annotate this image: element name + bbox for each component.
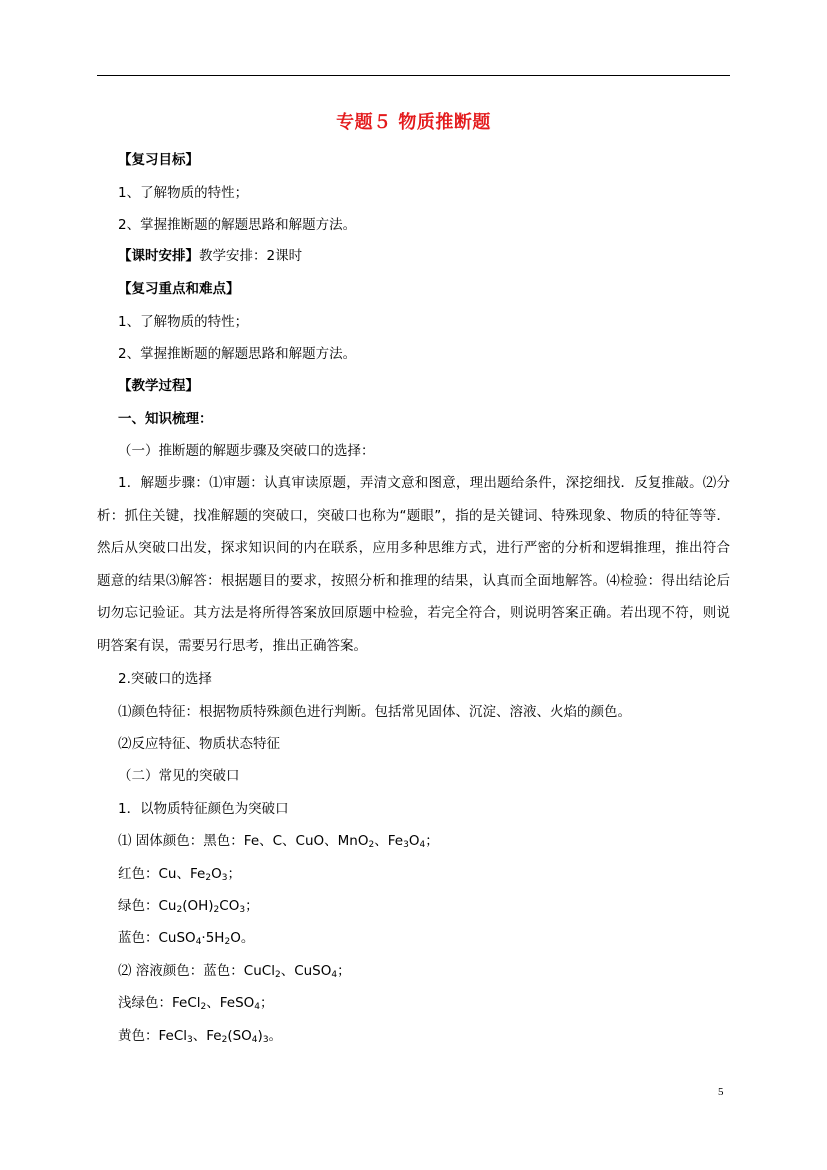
solid-colors-line: ⑴ 固体颜色：黑色：Fe、C、CuO、MnO$_2$、$Fe_3O_4$； — [118, 833, 439, 850]
solution-colors-label: ⑵ 溶液颜色：蓝色： — [118, 963, 244, 979]
blue-line: 蓝色：$CuSO_4\cdot 5H_2O$。 — [118, 930, 255, 947]
knowledge-heading: 一、知识梳理： — [118, 411, 213, 427]
key-item-2: 2、掌握推断题的解题思路和解题方法。 — [118, 346, 357, 362]
review-goal-heading: 【复习目标】 — [118, 152, 199, 168]
light-green-label: 浅绿色： — [118, 995, 172, 1011]
key-points-heading: 【复习重点和难点】 — [118, 281, 240, 297]
red-line: 红色：Cu、$Fe_2O_3$； — [118, 866, 241, 883]
by-color-heading: 1．以物质特征颜色为突破口 — [118, 801, 289, 817]
blue-label: 蓝色： — [118, 930, 159, 946]
goal-item-2: 2、掌握推断题的解题思路和解题方法。 — [118, 217, 357, 233]
reaction-feature: ⑵反应特征、物质状态特征 — [118, 736, 280, 752]
green-label: 绿色： — [118, 898, 159, 914]
steps-paragraph: 1．解题步骤：⑴审题：认真审读原题，弄清文意和图意，理出题给条件，深挖细找．反复推敲。⑵分析：抓住关键，找准解题的突破口，突破口也称为“题眼”，指的是关键词、特殊现象、物质的特征等等．然后从突破口出发，探求知识间的内在联系，应用多种思维方式，进行严密的分析和逻辑推理，推出符合题意的结果⑶解答：根据题目的要求，按照分析和推理的结果，认真而全面地解答。⑷检验：得出结论后切勿忘记验证。其方法是将所得答案放回原题中检验，若完全符合，则说明答案正确。若出现不符，则说明答案有误，需要另行思考，推出正确答案。 — [97, 475, 730, 654]
solid-black-items: Fe、C、CuO、MnO — [243, 833, 369, 849]
subsection-two: （二）常见的突破口 — [118, 768, 240, 784]
header-rule — [97, 75, 730, 76]
light-green-line: 浅绿色：FeCl$_2$、FeSO$_4$； — [118, 995, 274, 1012]
solution-colors-line: ⑵ 溶液颜色：蓝色：CuCl$_2$、CuSO$_4$； — [118, 963, 351, 980]
page-number: 5 — [718, 1086, 724, 1098]
subsection-one: （一）推断题的解题步骤及突破口的选择： — [118, 443, 375, 459]
green-line: 绿色：$Cu_2(OH)_2CO_3$； — [118, 898, 259, 915]
solid-colors-label: ⑴ 固体颜色：黑色： — [118, 833, 244, 849]
schedule-heading: 【课时安排】 — [118, 248, 199, 264]
goal-item-1: 1、了解物质的特性； — [118, 185, 249, 201]
yellow-line: 黄色：FeCl$_3$、$Fe_2(SO_4)_3$。 — [118, 1028, 283, 1045]
page-title: 专题５ 物质推断题 — [336, 112, 491, 133]
key-item-1: 1、了解物质的特性； — [118, 314, 249, 330]
process-heading: 【教学过程】 — [118, 378, 199, 394]
red-label: 红色： — [118, 866, 159, 882]
color-feature: ⑴颜色特征：根据物质特殊颜色进行判断。包括常见固体、沉淀、溶液、火焰的颜色。 — [118, 704, 631, 720]
yellow-label: 黄色： — [118, 1028, 159, 1044]
schedule-line — [118, 246, 302, 266]
schedule-text: 教学安排：2课时 — [199, 248, 303, 264]
breakthrough-choice: 2.突破口的选择 — [118, 671, 212, 687]
